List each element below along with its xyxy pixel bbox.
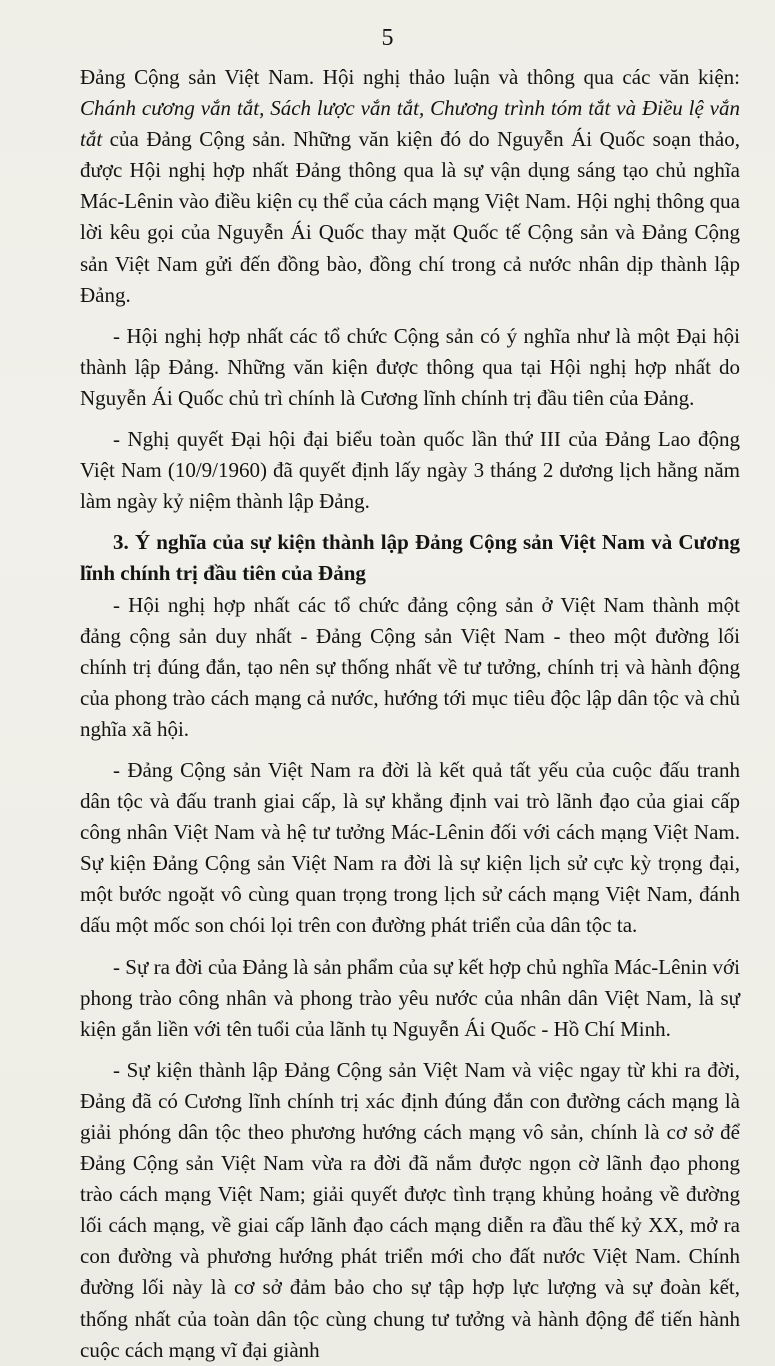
paragraph-continuation-text-end: của Đảng Cộng sản. Những văn kiện đó do Nguyễn Ái Quốc soạn thảo, được Hội nghị hợp nhất Đảng thông qua là sự vận dụng sáng tạo chủ nghĩa Mác-Lênin vào điều kiện cụ thể của cách mạng Việt Nam. Hội nghị thông qua lời kêu gọi của Nguyễn Ái Quốc thay mặt Quốc tế Cộng sản và Đảng Cộng sản Việt Nam gửi đến đồng bào, đồng chí trong cả nước nhân dịp thành lập Đảng. [80, 127, 740, 307]
paragraph-meaning-inevitable-result: - Đảng Cộng sản Việt Nam ra đời là kết quả tất yếu của cuộc đấu tranh dân tộc và đấu tranh giai cấp, là sự khẳng định vai trò lãnh đạo của giai cấp công nhân Việt Nam và hệ tư tưởng Mác-Lênin đối với cách mạng Việt Nam. Sự kiện Đảng Cộng sản Việt Nam ra đời là sự kiện lịch sử cực kỳ trọng đại, một bước ngoặt vô cùng quan trọng trong lịch sử cách mạng Việt Nam, đánh dấu một mốc son chói lọi trên con đường phát triển của dân tộc ta. [80, 757, 740, 938]
paragraph-founding-date-resolution: - Nghị quyết Đại hội đại biểu toàn quốc lần thứ III của Đảng Lao động Việt Nam (10/9/1960) đã quyết định lấy ngày 3 tháng 2 dương lịch hằng năm làm ngày kỷ niệm thành lập Đảng. [80, 427, 740, 514]
paragraph-meaning-unification: - Hội nghị hợp nhất các tổ chức đảng cộng sản ở Việt Nam thành một đảng cộng sản duy nhất - Đảng Cộng sản Việt Nam - theo một đường lối chính trị đúng đắn, tạo nên sự thống nhất về tư tưởng, chính trị và hành động của phong trào cách mạng cả nước, hướng tới mục tiêu độc lập dân tộc và chủ nghĩa xã hội. [80, 592, 740, 741]
paragraph-meaning-political-platform: - Sự kiện thành lập Đảng Cộng sản Việt Nam và việc ngay từ khi ra đời, Đảng đã có Cương lĩnh chính trị xác định đúng đắn con đường cách mạng là giải phóng dân tộc theo phương hướng cách mạng vô sản, chính là cơ sở để Đảng Cộng sản Việt Nam vừa ra đời đã nắm được ngọn cờ lãnh đạo phong trào cách mạng Việt Nam; giải quyết được tình trạng khủng hoảng về đường lối cách mạng, về giai cấp lãnh đạo cách mạng diễn ra đầu thế kỷ XX, mở ra con đường và phương hướng phát triển mới cho đất nước Việt Nam. Chính đường lối này là cơ sở đảm bảo cho sự tập hợp lực lượng và sự đoàn kết, thống nhất của toàn dân tộc cùng chung tư tưởng và hành động để tiến hành cuộc cách mạng vĩ đại giành [80, 1057, 740, 1362]
paragraph-continuation [80, 62, 740, 311]
paragraph-continuation-text: Đảng Cộng sản Việt Nam. Hội nghị thảo luận và thông qua các văn kiện: [80, 65, 740, 89]
document-titles-italic: Chánh cương vắn tắt, Sách lược vắn tắt, Chương trình tóm tắt và Điều lệ vắn tắt [80, 96, 740, 152]
page-number: 5 [381, 25, 394, 51]
section-heading: 3. Ý nghĩa của sự kiện thành lập Đảng Cộng sản Việt Nam và Cương lĩnh chính trị đầu tiên của Đảng [80, 530, 740, 586]
paragraph-meaning-combination: - Sự ra đời của Đảng là sản phẩm của sự kết hợp chủ nghĩa Mác-Lênin với phong trào công nhân và phong trào yêu nước của nhân dân Việt Nam, là sự kiện gắn liền với tên tuổi của lãnh tụ Nguyễn Ái Quốc - Hồ Chí Minh. [80, 954, 740, 1041]
page-body [80, 62, 740, 1366]
paragraph-unification-congress: - Hội nghị hợp nhất các tổ chức Cộng sản có ý nghĩa như là một Đại hội thành lập Đảng. Những văn kiện được thông qua tại Hội nghị hợp nhất do Nguyễn Ái Quốc chủ trì chính là Cương lĩnh chính trị đầu tiên của Đảng. [80, 323, 740, 410]
